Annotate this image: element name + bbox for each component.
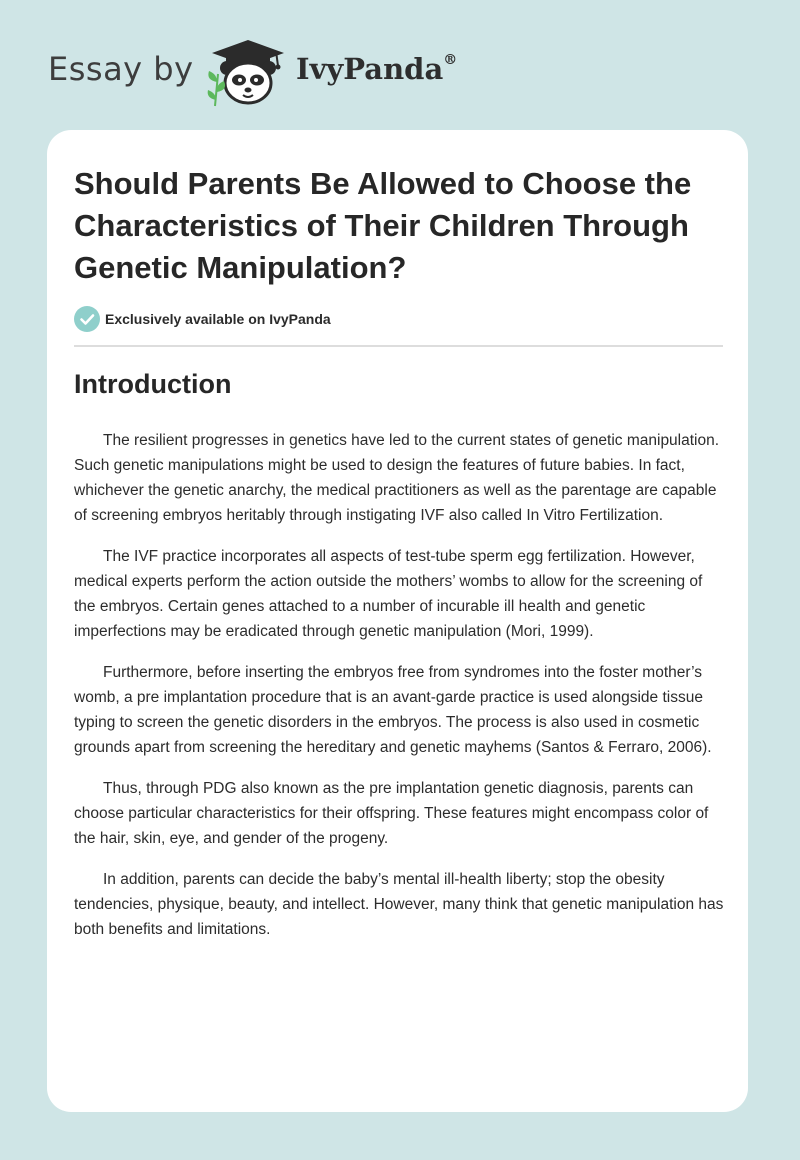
essay-body: [74, 428, 724, 958]
paragraph: The IVF practice incorporates all aspects of test-tube sperm egg fertilization. However, medical experts perform the action outside the mothers’ wombs to allow for the screening of the embryos. Certain genes attached to a number of incurable ill health and genetic imperfections may be eradicated through genetic manipulation (Mori, 1999).: [74, 548, 703, 640]
brand-name[interactable]: IvyPanda®: [296, 52, 458, 86]
paragraph: In addition, parents can decide the baby’s mental ill-health liberty; stop the obesity tendencies, physique, beauty, and intellect. However, many think that genetic manipulation has both benefits and limitations.: [74, 871, 724, 938]
essay-title: Should Parents Be Allowed to Choose the Characteristics of Their Children Through Genetic Manipulation?: [74, 166, 692, 285]
paragraph: Furthermore, before inserting the embryos free from syndromes into the foster mother’s womb, a pre implantation procedure that is an avant-garde practice is used alongside tissue typing to screen the genetic disorders in the embryos. The process is also used in cosmetic grounds apart from screening the hereditary and genetic mayhems (Santos & Ferraro, 2006).: [74, 664, 712, 756]
exclusive-badge-label: Exclusively available on IvyPanda: [105, 311, 331, 327]
divider: [74, 345, 723, 347]
essay-by-label: Essay by: [48, 50, 194, 88]
paragraph: The resilient progresses in genetics have led to the current states of genetic manipulation. Such genetic manipulations might be used to design the features of future babies. In fact, whichever the genetic anarchy, the medical practitioners as well as the parentage are capable of screening embryos heritably through instigating IVF also called In Vitro Fertilization.: [74, 432, 720, 524]
essay-card: [47, 130, 748, 1112]
exclusive-badge: [74, 306, 331, 332]
panda-graduate-icon[interactable]: [202, 36, 288, 108]
site-header: [0, 0, 800, 130]
check-circle-icon: [74, 306, 100, 332]
section-heading-introduction: Introduction: [74, 369, 232, 399]
paragraph: Thus, through PDG also known as the pre implantation genetic diagnosis, parents can choose particular characteristics for their offspring. These features might encompass color of the hair, skin, eye, and gender of the progeny.: [74, 780, 709, 847]
